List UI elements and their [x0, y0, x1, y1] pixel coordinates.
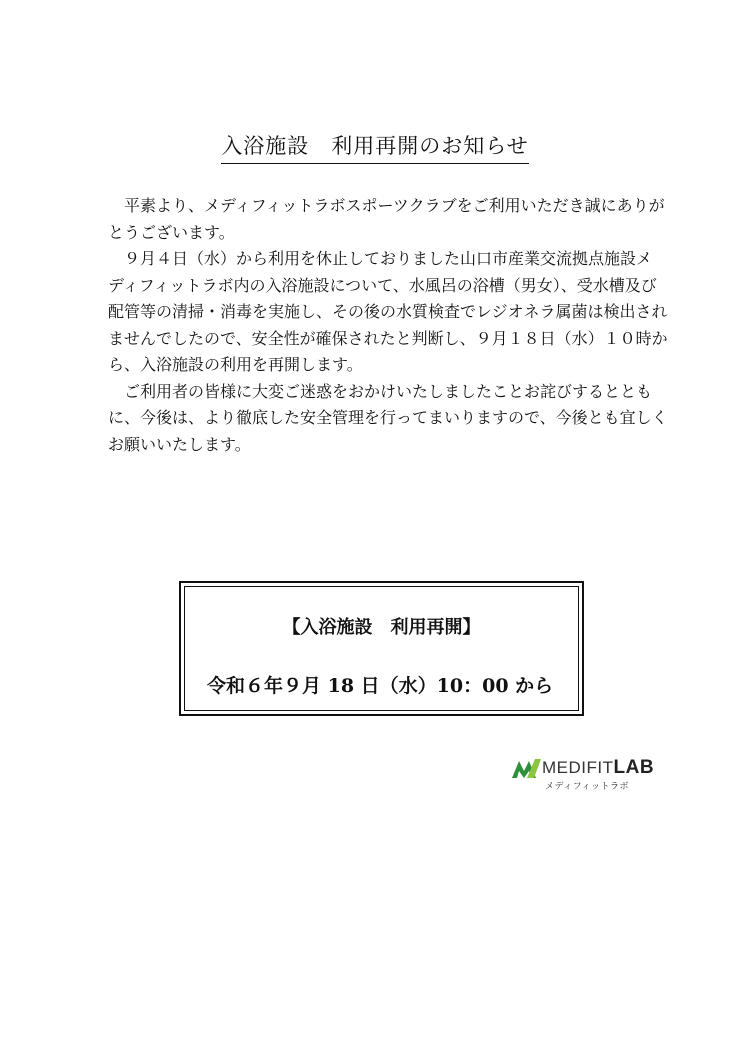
body-paragraph-greeting: 平素より、メディフィットラボスポーツクラブをご利用いただき誠にありがとうございます。: [108, 196, 665, 242]
logo-wordmark-main: MEDIFIT: [542, 758, 614, 777]
page-title-text: 入浴施設 利用再開のお知らせ: [221, 130, 528, 164]
body-paragraph-apology: ご利用者の皆様に大変ご迷惑をおかけいたしましたことお詫びするとともに、今後は、より徹底した安全管理を行ってまいりますので、今後とも宜しくお願いいたします。: [108, 381, 668, 454]
logo-subtitle: メディフィットラボ: [545, 781, 630, 791]
logo-wordmark-bold: LAB: [613, 757, 655, 778]
body-paragraph-details: ９月４日（水）から利用を休止しておりました山口市産業交流拠点施設メディフィットラボ内の入浴施設について、水風呂の浴槽（男女）、受水槽及び配管等の清掃・消毒を実施し、その後の水質検査でレジオネラ属菌は検出されませんでしたので、安全性が確保されたと判断し、９月１８日（水）１０時から、入浴施設の利用を再開します。: [108, 249, 668, 374]
page-title: [0, 130, 750, 164]
medifit-lab-logo: [512, 757, 662, 797]
reopening-notice-heading: 【入浴施設 利用再開】: [282, 617, 481, 638]
logo-wordmark: [542, 757, 654, 779]
reopening-notice-box: [179, 581, 584, 716]
reopening-date: 令和６年９月 18 日（水）10：00 から: [207, 675, 554, 697]
notice-body: [108, 193, 668, 458]
medifit-mountain-logo-icon: [512, 757, 542, 779]
reopening-notice-inner-frame: [184, 586, 579, 711]
